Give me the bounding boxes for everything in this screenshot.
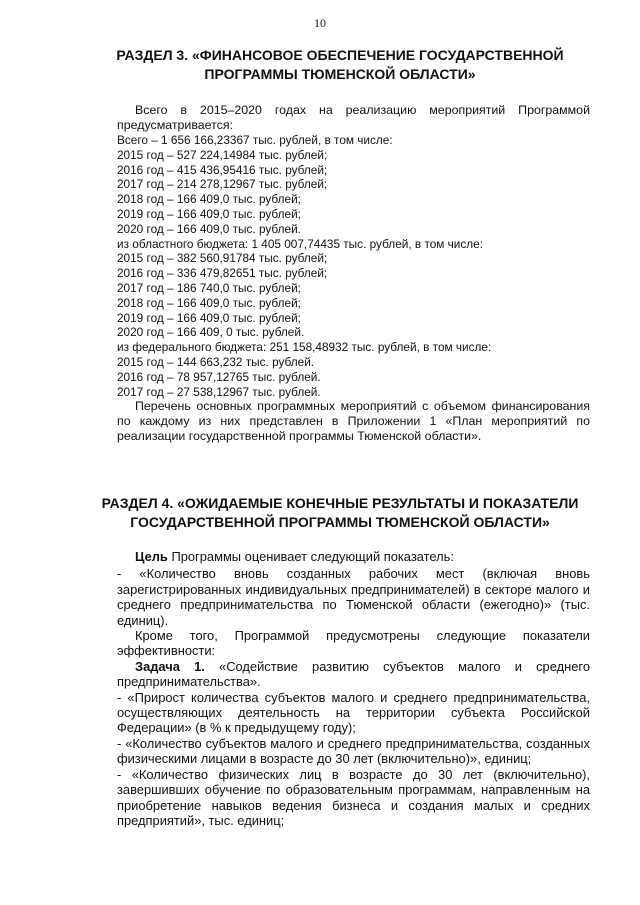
total-year-line: 2015 год – 527 224,14984 тыс. рублей; <box>117 147 328 162</box>
indicator-item: - «Прирост количества субъектов малого и среднего предпринимательства, осуществляющих деятельность на территории субъекта Российской Федерации» (в % к предыдущему году); <box>117 689 590 736</box>
section-4-title-line-2: ГОСУДАРСТВЕННОЙ ПРОГРАММЫ ТЮМЕНСКОЙ ОБЛАСТИ» <box>130 514 550 530</box>
page-number: 10 <box>314 16 326 30</box>
goal-paragraph <box>117 549 590 564</box>
total-year-line: 2016 год – 415 436,95416 тыс. рублей; <box>117 162 328 177</box>
federal-budget-total: из федерального бюджета: 251 158,48932 тыс. рублей, в том числе: <box>117 340 492 355</box>
regional-year-line: 2016 год – 336 479,82651 тыс. рублей; <box>117 266 328 281</box>
goal-label: Цель <box>135 549 168 564</box>
regional-year-line: 2019 год – 166 409,0 тыс. рублей; <box>117 310 301 325</box>
section-3-title-line-2: ПРОГРАММЫ ТЮМЕНСКОЙ ОБЛАСТИ» <box>204 66 476 82</box>
total-year-line: 2018 год – 166 409,0 тыс. рублей; <box>117 192 301 207</box>
regional-year-line: 2020 год – 166 409, 0 тыс. рублей. <box>117 325 305 340</box>
additional-indicators-paragraph: Кроме того, Программой предусмотрены следующие показатели эффективности: <box>117 628 590 659</box>
section-4-body <box>117 549 590 828</box>
section-4-title-line-1: РАЗДЕЛ 4. «ОЖИДАЕМЫЕ КОНЕЧНЫЕ РЕЗУЛЬТАТЫ И ПОКАЗАТЕЛИ <box>101 495 579 511</box>
section-3-title-line-1: РАЗДЕЛ 3. «ФИНАНСОВОЕ ОБЕСПЕЧЕНИЕ ГОСУДАРСТВЕННОЙ <box>116 47 564 63</box>
regional-budget-total: из областного бюджета: 1 405 007,74435 тыс. рублей, в том числе: <box>117 236 484 251</box>
section-4-heading <box>60 494 620 532</box>
funding-intro: Всего в 2015–2020 годах на реализацию мероприятий Программой предусматривается: <box>117 103 590 132</box>
total-year-line: 2017 год – 214 278,12967 тыс. рублей; <box>117 177 328 192</box>
funding-total: Всего – 1 656 166,23367 тыс. рублей, в том числе: <box>117 133 393 147</box>
section-3-body <box>117 103 590 444</box>
federal-year-line: 2016 год – 78 957,12765 тыс. рублей. <box>117 369 321 384</box>
task-1-paragraph <box>117 659 590 690</box>
section-3-heading <box>60 46 620 84</box>
indicator-item: - «Количество субъектов малого и среднего предпринимательства, созданных физическими лицами в возрасте до 30 лет (включительно)», единиц; <box>117 735 590 767</box>
regional-year-line: 2015 год – 382 560,91784 тыс. рублей; <box>117 251 328 266</box>
federal-year-line: 2015 год – 144 663,232 тыс. рублей. <box>117 354 315 369</box>
federal-year-line: 2017 год – 27 538,12967 тыс. рублей. <box>117 384 321 399</box>
total-year-line: 2019 год – 166 409,0 тыс. рублей; <box>117 206 301 221</box>
goal-text: Программы оценивает следующий показатель: <box>167 549 454 564</box>
indicator-item: - «Количество физических лиц в возрасте до 30 лет (включительно), завершивших обучение по образовательным программам, направленным на приобретение навыков ведения бизнеса и создания малых и средних предприятий», тыс. единиц; <box>117 766 590 828</box>
total-year-line: 2020 год – 166 409,0 тыс. рублей. <box>117 221 301 236</box>
regional-year-line: 2018 год – 166 409,0 тыс. рублей; <box>117 295 301 310</box>
funding-closing-paragraph: Перечень основных программных мероприятий с объемом финансирования по каждому из них представлен в Приложении 1 «План мероприятий по реализации государственной программы Тюменской области». <box>117 399 590 444</box>
task-1-label: Задача 1. <box>135 658 205 674</box>
task-1-text: «Содействие развитию субъектов малого и среднего предпринимательства». <box>117 658 590 690</box>
regional-year-line: 2017 год – 186 740,0 тыс. рублей; <box>117 280 301 295</box>
goal-indicator-item: - «Количество вновь созданных рабочих мест (включая вновь зарегистрированных индивидуальных предпринимателей) в секторе малого и среднего предпринимательства по Тюменской области (ежегодно)» (тыс. единиц). <box>117 566 590 628</box>
